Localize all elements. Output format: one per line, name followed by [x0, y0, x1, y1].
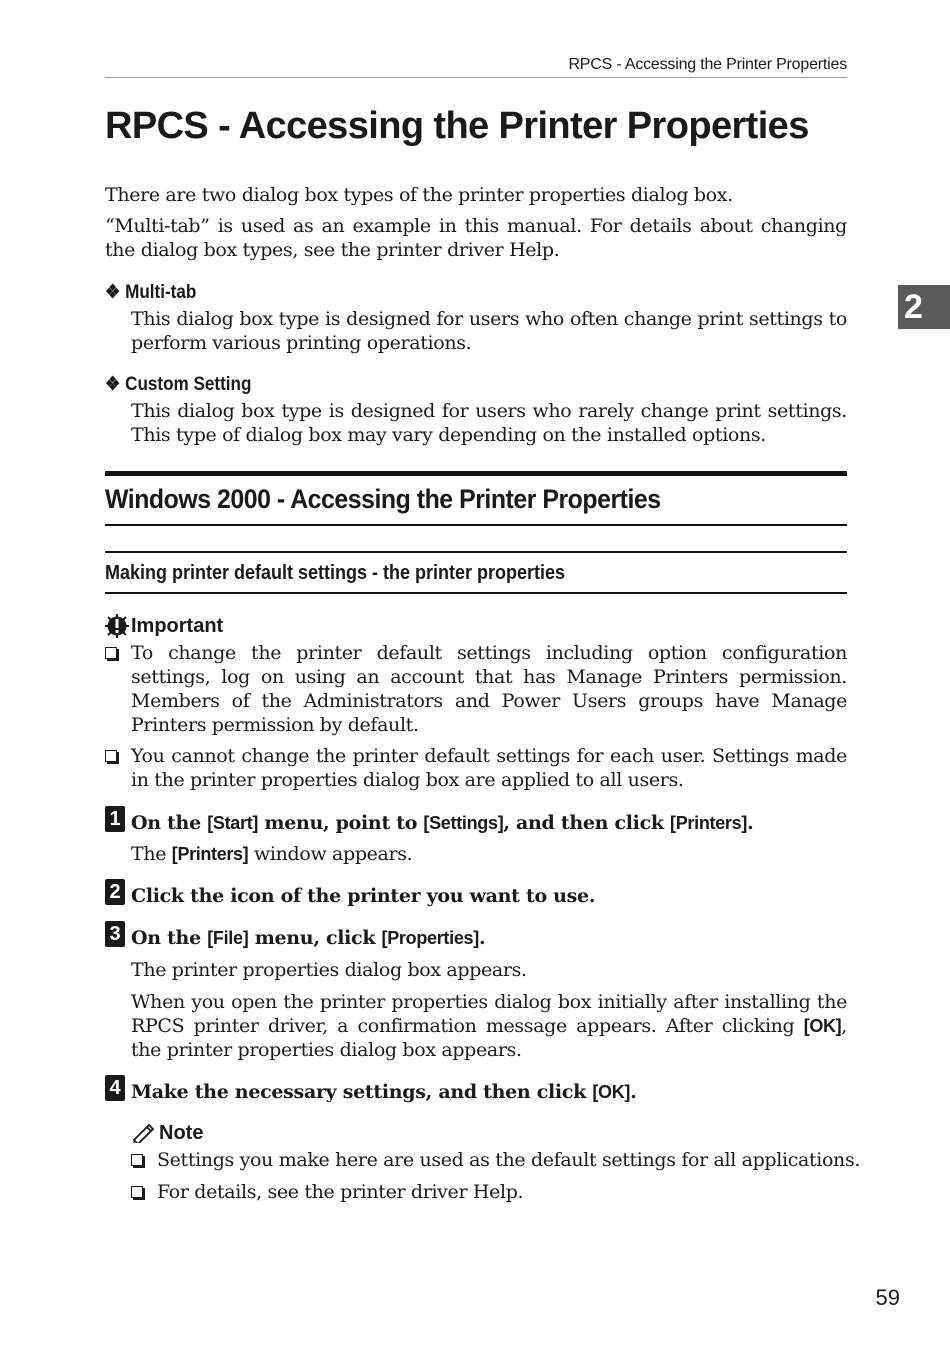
- intro-paragraph-1: There are two dialog box types of the printer properties dialog box.: [105, 184, 733, 206]
- step-number-badge: 2: [105, 879, 125, 905]
- step-number-badge: 4: [105, 1075, 125, 1101]
- note-item-text: Settings you make here are used as the default settings for all applications.: [157, 1149, 861, 1171]
- definition-label-custom-setting: [105, 373, 251, 397]
- step-4-instruction: Make the necessary settings, and then click [OK].: [131, 1081, 637, 1103]
- definition-term: Custom Setting: [125, 374, 252, 395]
- header-rule: [105, 77, 847, 78]
- checkbox-bullet-icon: [131, 1186, 143, 1198]
- note-heading: [131, 1120, 203, 1146]
- note-item-text: For details, see the printer driver Help.: [157, 1181, 524, 1203]
- definition-text-custom-setting: This dialog box type is designed for users who rarely change print settings. This type of dialog box may vary depending on the installed options.: [131, 400, 847, 446]
- definition-label-multi-tab: [105, 281, 196, 305]
- section-rule-top: [105, 471, 847, 476]
- step-3-detail: When you open the printer properties dialog box initially after installing the RPCS printer driver, a confirmation message appears. After clicking [OK], the printer properties dialog box appears.: [131, 991, 847, 1061]
- section-rule-bottom: [105, 524, 847, 526]
- definition-term: Multi-tab: [125, 282, 197, 303]
- important-heading: [105, 613, 223, 639]
- page-number: 59: [875, 1285, 900, 1310]
- important-item-text: You cannot change the printer default settings for each user. Settings made in the printer properties dialog box are applied to all users.: [131, 745, 847, 791]
- intro-paragraph-2: “Multi-tab” is used as an example in this manual. For details about changing the dialog box types, see the printer driver Help.: [105, 215, 847, 261]
- subsection-rule-bottom: [105, 592, 847, 594]
- checkbox-bullet-icon: [105, 750, 117, 762]
- subsection-rule-top: [105, 551, 847, 553]
- diamond-bullet-icon: ❖: [105, 374, 121, 395]
- running-header: RPCS - Accessing the Printer Properties: [568, 56, 847, 73]
- chapter-tab: 2: [898, 285, 950, 329]
- step-number-badge: 3: [105, 921, 125, 947]
- step-2-instruction: Click the icon of the printer you want to use.: [131, 885, 596, 907]
- checkbox-bullet-icon: [131, 1154, 143, 1166]
- step-number-badge: 1: [105, 806, 125, 832]
- pencil-icon: [131, 1123, 155, 1143]
- diamond-bullet-icon: ❖: [105, 282, 121, 303]
- section-heading: Windows 2000 - Accessing the Printer Properties: [105, 484, 661, 514]
- step-3-result: The printer properties dialog box appears.: [131, 959, 527, 981]
- page-title: RPCS - Accessing the Printer Properties: [105, 105, 809, 147]
- subsection-heading: Making printer default settings - the printer properties: [105, 562, 566, 584]
- step-3-instruction: On the [File] menu, click [Properties].: [131, 927, 486, 949]
- checkbox-bullet-icon: [105, 647, 117, 659]
- important-icon: [105, 614, 131, 638]
- step-1-instruction: On the [Start] menu, point to [Settings], and then click [Printers].: [131, 812, 754, 834]
- definition-text-multi-tab: This dialog box type is designed for users who often change print settings to perform various printing operations.: [131, 308, 847, 354]
- important-title: Important: [131, 615, 224, 637]
- important-item-text: To change the printer default settings including option configuration settings, log on using an account that has Manage Printers permission. Members of the Administrators and Power Users groups have Manage Printers permission by default.: [131, 642, 847, 736]
- step-1-result: The [Printers] window appears.: [131, 843, 413, 865]
- note-title: Note: [159, 1122, 204, 1144]
